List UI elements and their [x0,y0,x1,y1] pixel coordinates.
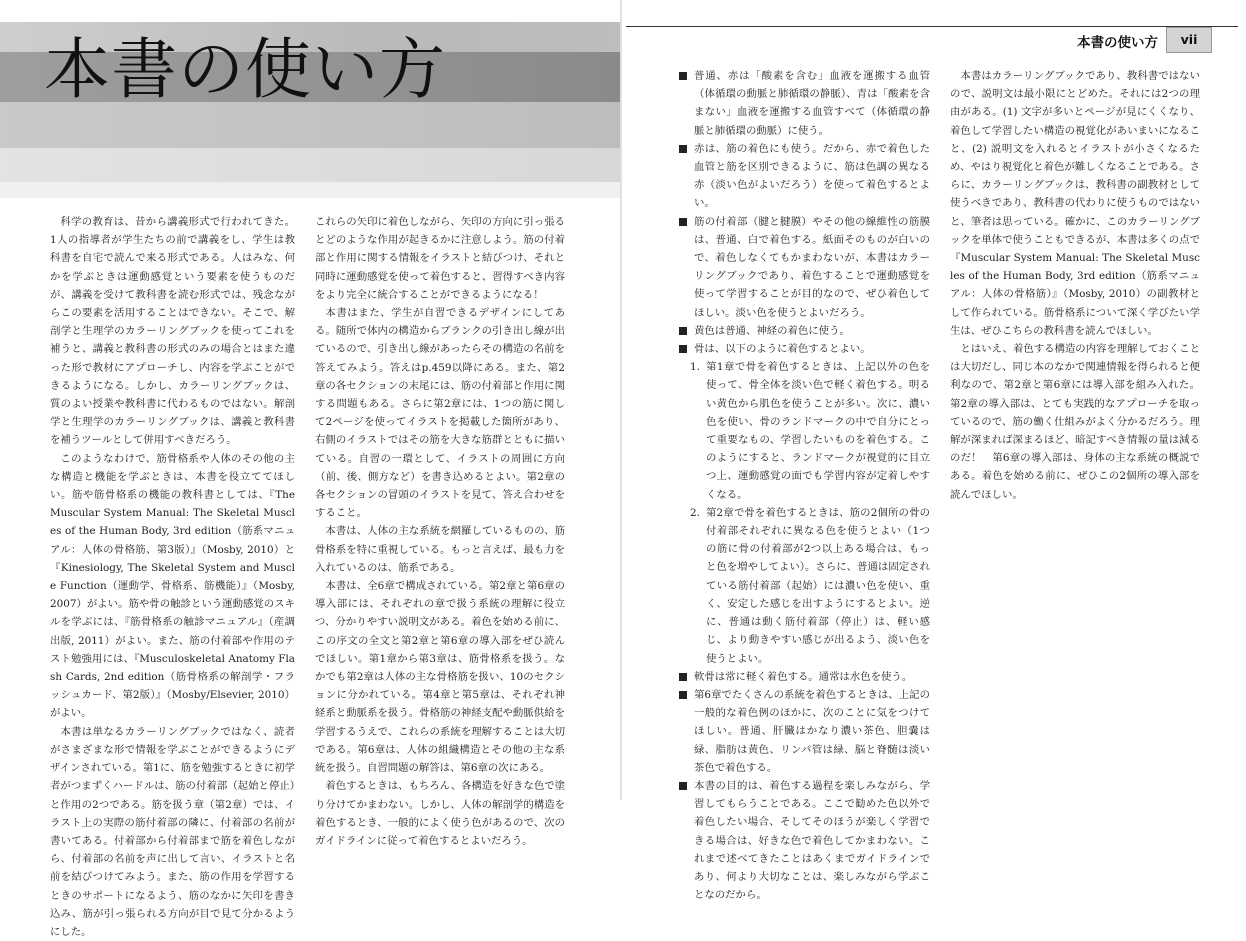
paragraph: このようなわけで、筋骨格系や人体のその他の主な構造と機能を学ぶときは、本書を役立ててほしい。筋や筋骨格系の機能の教科書としては、『The Muscular System Manual: The Skeletal Muscles of the Human Body, 3rd edition（筋系マニュアル：人体の骨格筋、第3版）』（Mosby, 2010）と『Kinesiology, The Skeletal System and Muscle Function（運動学、骨格系、筋機能）』（Mosby, 2007）がよい。筋や骨の触診という運動感覚のスキルを学ぶには、『筋骨格系の触診マニュアル』（産調出版, 2011）がよい。また、筋の付着部や作用のテスト勉強用には、『Musculoskeletal Anatomy Flash Cards, 2nd edition（筋骨格系の解剖学・フラッシュカード、第2版）』（Mosby/Elsevier, 2010）がよい。 [50,452,295,720]
list-item: 軟骨は常に軽く着色する。通常は水色を使う。 [678,668,930,686]
bullet-square-icon [679,782,687,790]
bullet-square-icon [679,72,687,80]
paragraph: 本書は、全6章で構成されている。第2章と第6章の導入部には、それぞれの章で扱う系統の理解に役立つ、分かりやすい説明文がある。着色を始める前に、この序文の全文と第2章と第6章の導入部をぜひ読んでほしい。第1章から第3章は、筋骨格系を扱う。なかでも第2章は人体の主な骨格筋を扱い、10のセクションに分かれている。第4章と第5章は、それぞれ神経系と動脈系を扱う。骨格筋の神経支配や動脈供給を学習するうえで、これらの系統を理解することは大切である。第6章は、人体の組織構造とその他の主な系統を扱う。自習問題の解答は、第6章の次にある。 [315,580,565,775]
right-column-2 [950,67,1200,504]
list-item: 赤は、筋の着色にも使う。だから、赤で着色した血管と筋を区別できるように、筋は色調の異なる赤（淡い色がよいだろう）を使って着色するとよい。 [678,140,930,213]
left-column-1 [50,213,295,941]
list-item: 黄色は普通、神経の着色に使う。 [678,322,930,340]
running-header-title: 本書の使い方 [1077,35,1158,51]
guideline-list [678,668,930,905]
header-rule [626,26,1238,27]
bullet-square-icon [679,345,687,353]
header-band [0,182,622,198]
paragraph: 本書は単なるカラーリングブックではなく、読者がさまざまな形で情報を学ぶことができるようにデザインされている。第1に、筋を勉強するときに初学者がつまずくハードルは、筋の付着部（起始と停止）と作用の2つである。筋を扱う章（第2章）では、イラスト上の実際の筋付着部の隣に、付着部の名前が書いてある。付着部から付着部まで筋を着色しながら、付着部の名前を声に出して言い、イラストと名前を結びつけてみよう。また、筋の作用を学習するときのサポートになるよう、筋のなかに矢印を書き込み、筋が引っ張られる方向が目で見て分かるようにした。 [50,725,295,938]
page-title: 本書の使い方 [44,31,446,108]
header-band [0,148,622,182]
bullet-square-icon [679,691,687,699]
guideline-list [678,67,930,358]
list-item: 1. 第1章で骨を着色するときは、上記以外の色を使って、骨全体を淡い色で軽く着色する。明るい黄色から肌色を使うことが多い。次に、濃い色を使い、骨のランドマークの中で自分にとって重要なもの、学習したいものを着色する。このようにすると、ランドマークが視覚的に目立つ上、運動感覚の面でも学習内容が定着しやすくなる。 [690,361,930,501]
bullet-square-icon [679,218,687,226]
header-band [0,0,622,22]
right-page [622,0,1246,902]
paragraph: 本書はまた、学生が自習できるデザインにしてある。随所で体内の構造からブランクの引き出し線が出ているので、引き出し線があったらその構造の名前を答えてみよう。答えはp.459以降にある。また、第2章の各セクションの末尾には、筋の付着部と作用に関する問題もある。さらに第2章には、1つの筋に関して2ページを使ってイラストを掲載した箇所があり、右側のイラストではその筋を大きな筋群とともに描いている。自習の一環として、イラストの周囲に方向（前、後、側方など）を書き込めるとよい。第2章の各セクションの冒頭のイラストを見て、答え合わせをすること。 [315,307,565,520]
page-number: vii [1166,27,1212,53]
list-item: 第6章でたくさんの系統を着色するときは、上記の一般的な着色例のほかに、次のことに気をつけてほしい。普通、肝臓はかなり濃い茶色、胆嚢は緑、脂肪は黄色、リンパ管は緑、脳と脊髄は淡い茶色で着色する。 [678,686,930,777]
bullet-square-icon [679,327,687,335]
paragraph: 本書はカラーリングブックであり、教科書ではないので、説明文は最小限にとどめた。それには2つの理由がある。(1) 文字が多いとページが見にくくなり、着色して学習したい構造の視覚化があいまいになること、(2) 説明文を入れるとイラストが小さくなるため、やはり視覚化と着色が難しくなることである。さらに、カラーリングブックは、教科書の副教材として使うべきであり、教科書の代わりに使うものではないと、筆者は思っている。確かに、このカラーリングブックを単体で使うこともできるが、本書は多くの点で『Muscular System Manual: The Skeletal Muscles of the Human Body, 3rd edition（筋系マニュアル：人体の骨格筋）』（Mosby, 2010）の副教材として作られている。筋骨格系について深く学びたい学生は、ぜひこちらの教科書を読んでほしい。 [950,70,1200,337]
list-item: 本書の目的は、着色する過程を楽しみながら、学習してもらうことである。ここで勧めた色以外で着色したい場合、そしてそのほうが楽しく学習できる場合は、好きな色で着色してかまわない。これまで述べてきたことはあくまでガイドラインであり、何より大切なことは、楽しみながら学ぶことなのだから。 [678,777,930,904]
bullet-square-icon [679,673,687,681]
running-header [626,26,1238,52]
list-item: 筋の付着部（腱と腱膜）やその他の線維性の筋膜は、普通、白で着色する。紙面そのものが白いので、着色しなくてもかまわないが、本書はカラーリングブックであり、着色することで運動感覚を使って学習することが目的なので、ぜひ着色してほしい。淡い色を使うとよいだろう。 [678,213,930,322]
list-item: 2. 第2章で骨を着色するときは、筋の2個所の骨の付着部それぞれに異なる色を使うとよい（1つの筋に骨の付着部が2つ以上ある場合は、もっと色を増やしてよい）。さらに、普通は固定されている筋付着部（起始）には濃い色を使い、重く、安定した感じを出すようにするとよい。逆に、普通は動く筋付着部（停止）は、軽い感じ、より動きやすい感じが出るよう、淡い色を使うとよい。 [690,506,930,665]
left-column-2 [315,213,565,850]
paragraph: 着色するときは、もちろん、各構造を好きな色で塗り分けてかまわない。しかし、人体の解剖学的構造を着色するとき、一般的によく使う色があるので、次のガイドラインに従って着色するとよいだろう。 [315,780,565,847]
paragraph: これらの矢印に着色しながら、矢印の方向に引っ張るとどのような作用が起きるかに注意しよう。筋の付着部と作用に関する情報をイラストと結びつけ、それと同時に運動感覚を使って着色すると、習得すべき内容をより完全に統合することができるようになる！ [315,216,565,301]
bone-numbered-list [678,358,930,667]
list-item: 骨は、以下のように着色するとよい。 [678,340,930,358]
left-page [0,0,622,938]
paragraph: とはいえ、着色する構造の内容を理解しておくことは大切だし、同じ本のなかで関連情報を得られると便利なので、第2章と第6章には導入部を組み入れた。第2章の導入部は、とても実践的なアプローチを取っているので、筋の働く仕組みがよく分かるだろう。理解が深まれば深まるほど、暗記すべき情報の量は減るのだ！ 第6章の導入部は、身体の主な系統の概説である。着色を始める前に、ぜひこの2個所の導入部を読んでほしい。 [950,343,1200,501]
paragraph: 科学の教育は、昔から講義形式で行われてきた。1人の指導者が学生たちの前で講義をし、学生は教科書を自宅で読んで来る形式である。人はみな、何かを学ぶときは運動感覚という要素を使うものだが、講義を受けて教科書を読む形式では、残念ながらこの要素を活用することはできない。そこで、解剖学と生理学のカラーリングブックを使ってこれを補うと、講義と教科書の形式のみの場合とはまた違った形で教材にアプローチし、内容を学ぶことができるようになる。しかし、カラーリングブックは、質のよい授業や教科書に代わるものではない。解剖学と生理学のカラーリングブックは、講義と教科書を補うツールとして併用すべきだろう。 [50,216,295,447]
list-item: 普通、赤は「酸素を含む」血液を運搬する血管（体循環の動脈と肺循環の静脈）、青は「酸素を含まない」血液を運搬する血管すべて（体循環の静脈と肺循環の動脈）に使う。 [678,67,930,140]
bullet-square-icon [679,145,687,153]
right-column-1 [678,67,930,904]
paragraph: 本書は、人体の主な系統を網羅しているものの、筋骨格系を特に重視している。もっと言えば、最も力を入れているのは、筋系である。 [315,525,565,574]
